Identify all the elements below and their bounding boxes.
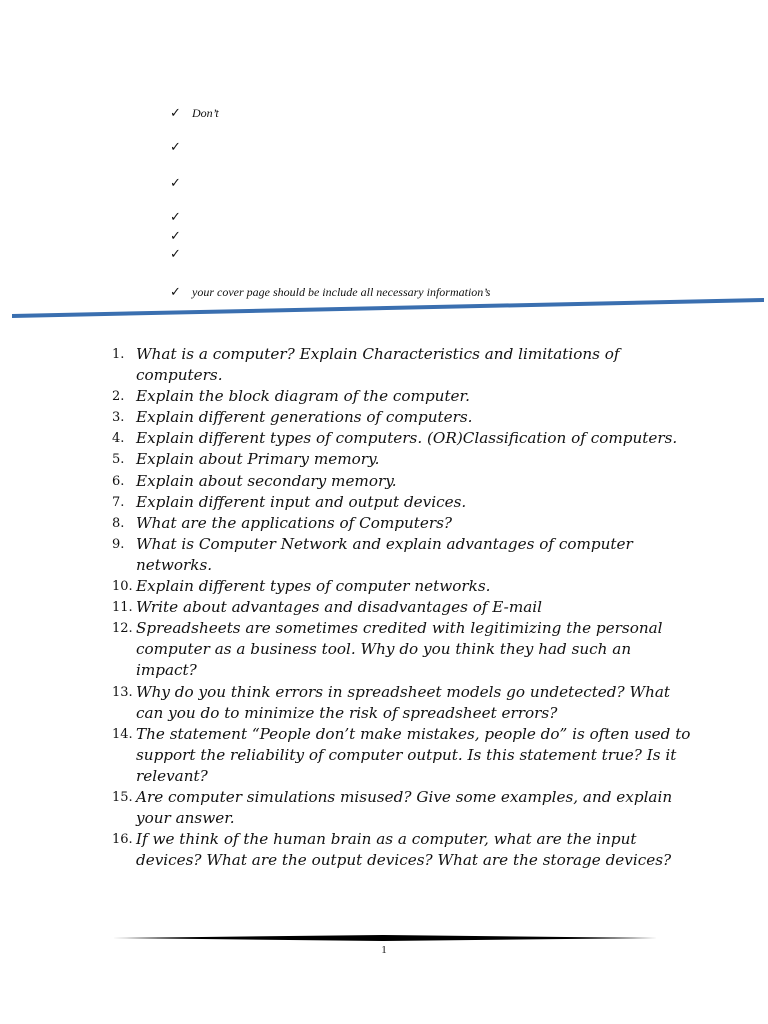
question-text: Explain different generations of computers. bbox=[136, 408, 473, 427]
question-text: The statement “People don’t make mistakes, people do” is often used to support the reliability of computer output. Is this statement true? Is it relevant? bbox=[136, 724, 691, 785]
question-number: 2. bbox=[112, 389, 125, 405]
question-item bbox=[112, 449, 692, 470]
question-number: 1. bbox=[112, 347, 125, 362]
question-number: 8. bbox=[112, 515, 125, 531]
question-item bbox=[112, 618, 692, 681]
question-item bbox=[112, 597, 692, 618]
question-text: Spreadsheets are sometimes credited with legitimizing the personal computer as a business tool. Why do you think they had such an impact? bbox=[136, 619, 663, 680]
checklist-text: Don’t bbox=[192, 106, 219, 120]
checkmark-icon: ✓ bbox=[170, 247, 181, 262]
footer-divider bbox=[112, 933, 657, 943]
question-item bbox=[112, 682, 692, 724]
checkmark-icon: ✓ bbox=[170, 285, 181, 300]
section-divider bbox=[0, 0, 768, 330]
question-number: 7. bbox=[112, 494, 125, 510]
question-text: If we think of the human brain as a computer, what are the input devices? What are the output devices? What are the storage devices? bbox=[136, 830, 672, 870]
question-item bbox=[112, 829, 692, 871]
checklist-text: your cover page should be include all necessary information’s bbox=[192, 285, 491, 299]
question-number: 13. bbox=[112, 684, 133, 700]
question-number: 10. bbox=[112, 579, 133, 595]
question-item bbox=[112, 407, 692, 428]
question-number: 16. bbox=[112, 832, 133, 848]
question-text: Why do you think errors in spreadsheet models go undetected? What can you do to minimize the risk of spreadsheet errors? bbox=[136, 682, 671, 722]
divider-line bbox=[12, 298, 764, 318]
question-text: What is Computer Network and explain advantages of computer networks. bbox=[136, 534, 633, 574]
question-item bbox=[112, 492, 692, 513]
question-number: 4. bbox=[112, 431, 125, 447]
question-text: Explain different types of computer networks. bbox=[136, 577, 491, 596]
question-item bbox=[112, 513, 692, 534]
question-text: Explain about Primary memory. bbox=[136, 450, 380, 469]
question-item bbox=[112, 787, 692, 829]
question-number: 6. bbox=[112, 473, 125, 489]
checkmark-icon: ✓ bbox=[170, 106, 181, 121]
question-number: 5. bbox=[112, 452, 125, 468]
checkmark-icon: ✓ bbox=[170, 210, 181, 225]
question-text: Explain about secondary memory. bbox=[136, 471, 397, 490]
page-number: 1 bbox=[381, 944, 387, 956]
question-text: Explain different input and output devices. bbox=[136, 492, 467, 511]
question-number: 15. bbox=[112, 789, 133, 805]
question-number: 14. bbox=[112, 726, 133, 742]
question-text: Explain different types of computers. (OR)Classification of computers. bbox=[136, 429, 678, 448]
question-text: Explain the block diagram of the computer. bbox=[136, 387, 470, 406]
question-text: Are computer simulations misused? Give some examples, and explain your answer. bbox=[136, 787, 673, 828]
question-list bbox=[112, 344, 692, 871]
question-number: 9. bbox=[112, 536, 125, 552]
checkmark-icon: ✓ bbox=[170, 229, 181, 244]
question-item bbox=[112, 428, 692, 449]
question-text: What are the applications of Computers? bbox=[136, 513, 453, 532]
question-item bbox=[112, 471, 692, 492]
question-text: Write about advantages and disadvantages of E-mail bbox=[136, 598, 542, 617]
question-number: 3. bbox=[112, 410, 125, 426]
footer-line bbox=[112, 935, 657, 941]
checkmark-icon: ✓ bbox=[170, 140, 181, 155]
question-item bbox=[112, 724, 692, 787]
question-item bbox=[112, 344, 692, 386]
question-item bbox=[112, 386, 692, 407]
question-item bbox=[112, 576, 692, 597]
question-number: 11. bbox=[112, 600, 133, 616]
checkmark-icon: ✓ bbox=[170, 176, 181, 191]
question-text: What is a computer? Explain Characteristics and limitations of computers. bbox=[136, 345, 620, 385]
question-item bbox=[112, 534, 692, 576]
question-number: 12. bbox=[112, 621, 133, 637]
